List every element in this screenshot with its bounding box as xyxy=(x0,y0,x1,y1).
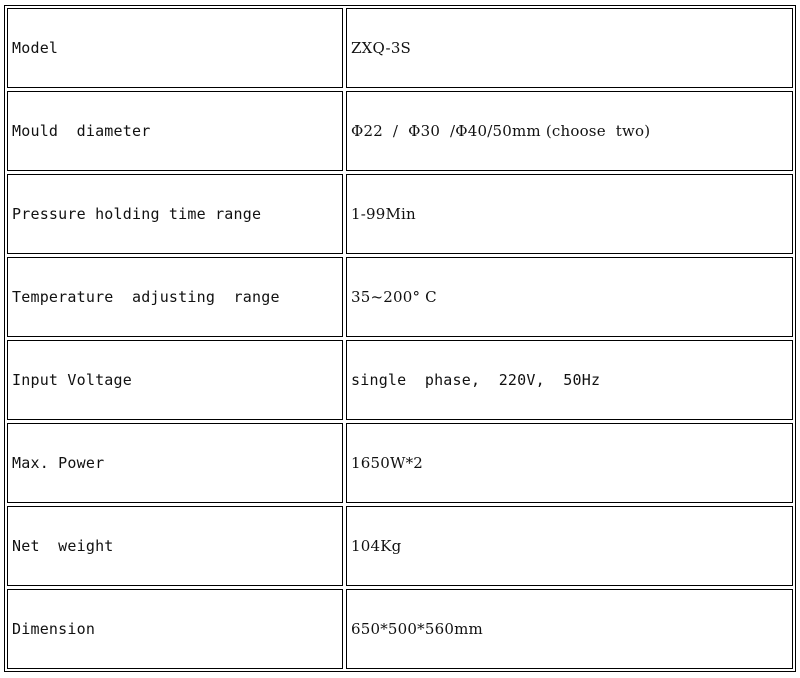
row-input-voltage-label: Input Voltage xyxy=(7,340,343,420)
row-pressure-holding-time-label: Pressure holding time range xyxy=(7,174,343,254)
row-max-power-value: 1650W*2 xyxy=(346,423,793,503)
row-mould-diameter-value: Φ22 / Φ30 /Φ40/50mm (choose two) xyxy=(346,91,793,171)
row-mould-diameter-label: Mould diameter xyxy=(7,91,343,171)
row-max-power-label: Max. Power xyxy=(7,423,343,503)
row-model-label: Model xyxy=(7,8,343,88)
row-dimension-value: 650*500*560mm xyxy=(346,589,793,669)
row-model-value: ZXQ-3S xyxy=(346,8,793,88)
row-net-weight-value: 104Kg xyxy=(346,506,793,586)
row-pressure-holding-time-value: 1-99Min xyxy=(346,174,793,254)
row-temperature-range-label: Temperature adjusting range xyxy=(7,257,343,337)
row-temperature-range-value: 35~200° C xyxy=(346,257,793,337)
row-input-voltage-value: single phase, 220V, 50Hz xyxy=(346,340,793,420)
row-net-weight-label: Net weight xyxy=(7,506,343,586)
row-dimension-label: Dimension xyxy=(7,589,343,669)
spec-table xyxy=(4,5,796,672)
